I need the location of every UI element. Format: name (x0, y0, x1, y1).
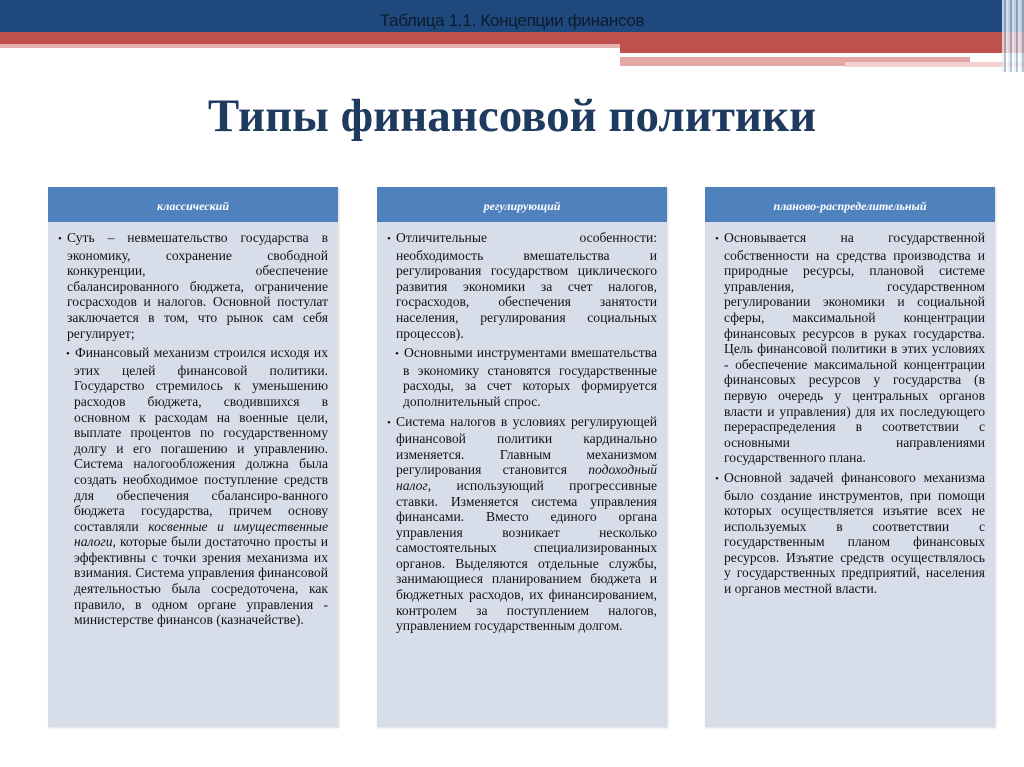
bullet-paragraph: • Основными инструментами вмешательства в экономику становятся государственные расходы, за счет которых формируется дополнительный спрос. (387, 345, 657, 409)
column-heading: классический (48, 187, 338, 222)
column-body (705, 222, 995, 597)
bullet-paragraph: • Отличительные особенности: необходимость вмешательства и регулирования государством циклического развития экономики за счет налогов, госрасходов, обеспечения занятости населения, регулирования социальных процессов). (387, 230, 657, 341)
bullet-paragraph: • Основывается на государственной собственности на средства производства и природные ресурсы, плановой системе управления, государственном регулировании экономики и социальной сферы, максимальной концентрации финансовых ресурсов в руках государства. Цель финансовой политики в этих условиях - обеспечение максимальной концентрации финансовых ресурсов у государства (в первую очередь у центральных органов власти и управления) для их последующего перераспределения в соответствии с основными направлениями государственного плана. (715, 230, 985, 466)
bullet-paragraph: • Суть – невмешательство государства в экономику, сохранение свободной конкуренции, обеспечение сбалансированного бюджета, ограничение госрасходов и налогов. Основной постулат заключается в том, что рынок сам себя регулирует; (58, 230, 328, 341)
text: Финансовый механизм строился исходя их этих целей финансовой политики. Государство стремилось к уменьшению расходов бюджета, сводившихся в основном к расходам на военные цели, выплате процентов по государственному долгу и его погашению и управлению. Система налогообложения должна была создать необходимое поступление средств для обеспечения сбалансиро-ванного бюджета государства, причем основу составляли (74, 345, 328, 534)
column-regulating (377, 187, 667, 727)
column-classic (48, 187, 338, 727)
text: Система налогов в условиях регулирующей финансовой политики кардинально изменяется. Главным механизмом регулирования становится (396, 413, 657, 478)
italic-text: косвенные и имущественные налоги, (74, 518, 328, 550)
column-body (377, 222, 667, 634)
bullet-paragraph (58, 345, 328, 628)
bullet-paragraph (387, 414, 657, 634)
header-red-band (0, 32, 1024, 44)
slide-title: Типы финансовой политики (207, 90, 817, 142)
column-heading: регулирующий (377, 187, 667, 222)
text: использующий прогрессивные ставки. Изменяется система управления финансами. Вместо единого органа управления возникает несколько самостоятельных специализированных органов. Выделяются отдельные службы, занимающиеся планированием бюджета и бюджетных расходов, их финансированием, контролем за поступлением налогов, управлением государственным долгом. (396, 477, 657, 634)
column-body (48, 222, 338, 628)
bullet-paragraph: • Основной задачей финансового механизма было создание инструментов, при помощи которых осуществляется изъятие всех не используемых в соответствии с государственным планом финансовых ресурсов. Изъятие средств осуществлялось у государственных предприятий, населения и органов местной власти. (715, 470, 985, 597)
column-heading: планово-распределительный (705, 187, 995, 222)
text: которые были достаточно просты и эффективны с точки зрения механизма их взимания. Система управления финансовой деятельностью была сосредоточена, как правило, в одном органе управления - министерстве финансов (казначействе). (74, 534, 328, 628)
decor-stripe (845, 62, 1024, 67)
decor-stripe (0, 44, 620, 48)
table-caption: Таблица 1.1. Концепции финансов (379, 11, 645, 30)
italic-text: подоходный налог, (396, 462, 657, 493)
column-planned (705, 187, 995, 727)
decor-stripe (620, 44, 1024, 53)
